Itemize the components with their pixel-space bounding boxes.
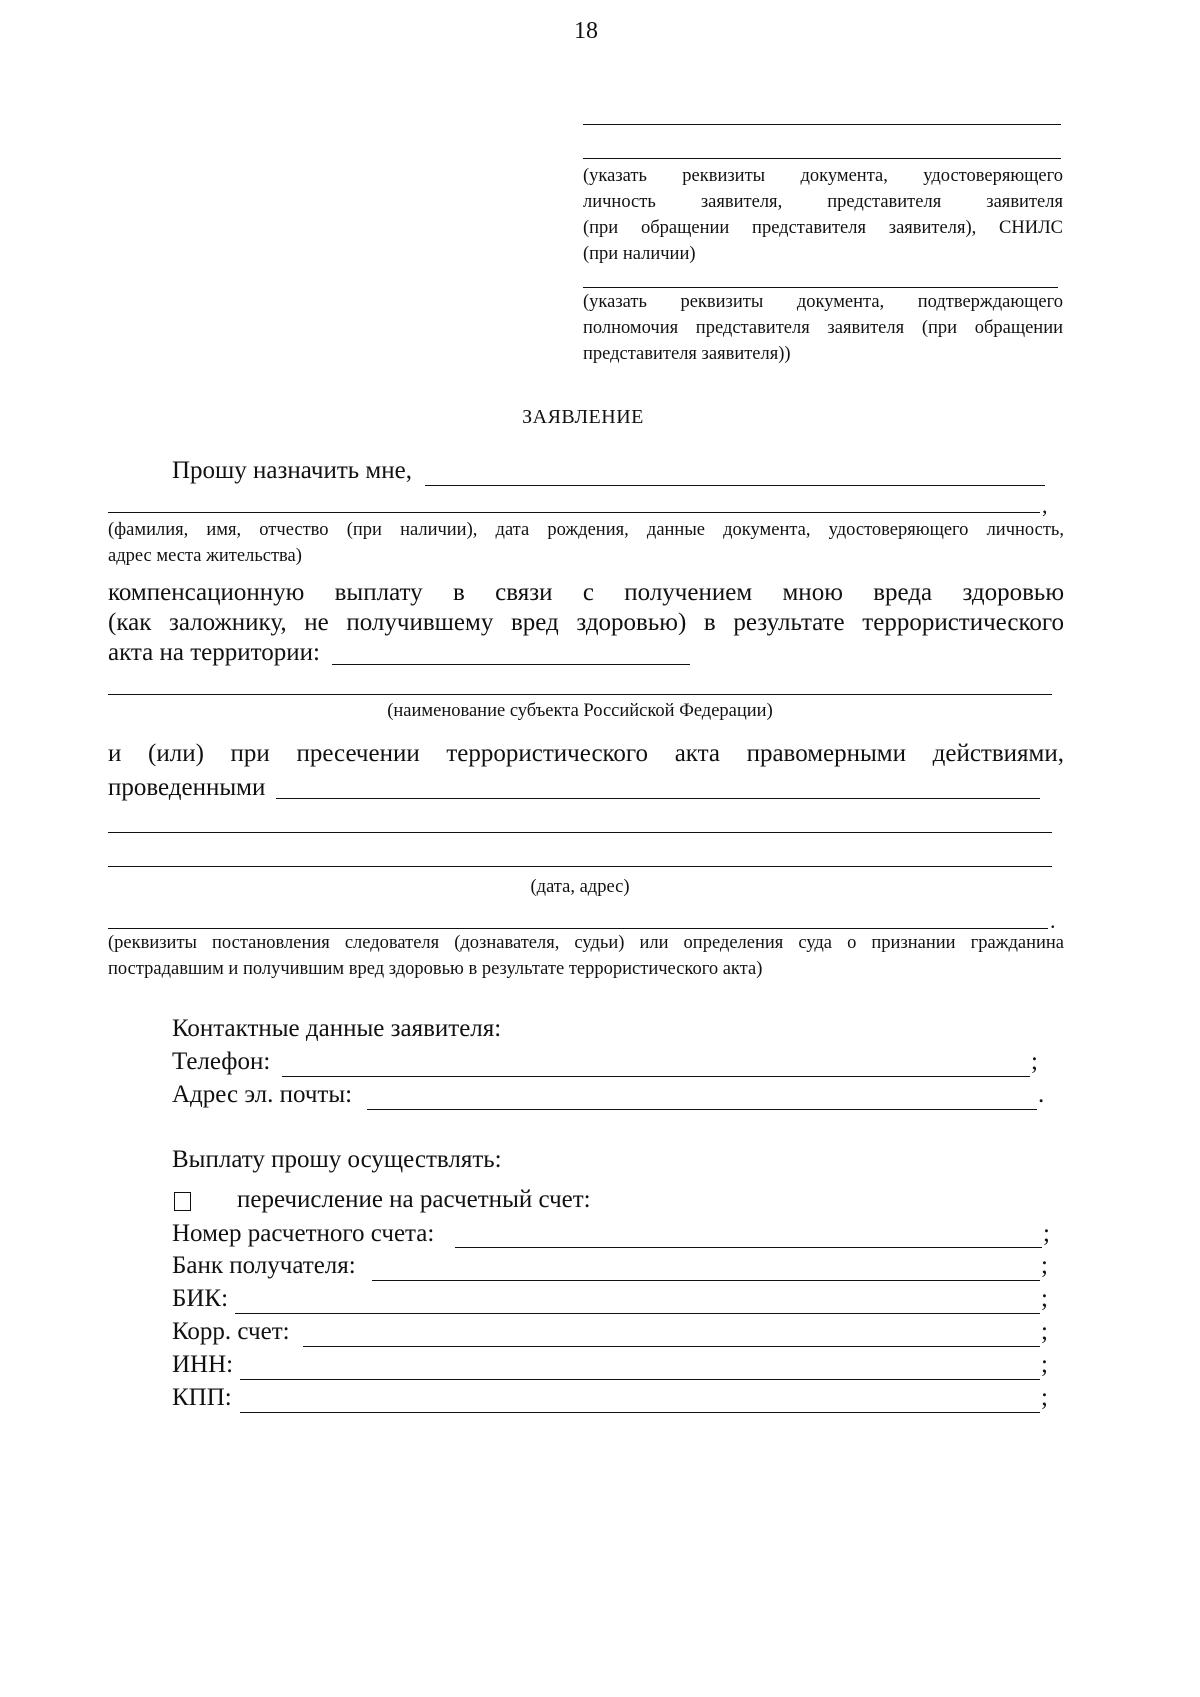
phone-semicolon: ; (1031, 1048, 1038, 1075)
bik-label: БИК: (172, 1285, 229, 1312)
bank-name-end: ; (1041, 1252, 1048, 1279)
applicant-name-line[interactable] (583, 124, 1061, 125)
region-line[interactable] (108, 694, 1052, 695)
email-period: . (1038, 1081, 1045, 1108)
resolution-line[interactable] (108, 928, 1048, 929)
bank-transfer-label: перечисление на расчетный счет: (237, 1186, 591, 1213)
suppression-text: и (или) при пресечении террористического акта правомерными действиями, проведенными (108, 740, 1064, 801)
page-number: 18 (574, 18, 598, 44)
person-hint: (фамилия, имя, отчество (при наличии), дата рождения, данные документа, удостоверяющего личность, адрес места жительства) (108, 520, 1064, 566)
kpp-label: КПП: (172, 1384, 232, 1411)
email-label: Адрес эл. почты: (172, 1081, 353, 1108)
resolution-hint: (реквизиты постановления следователя (дознавателя, судьи) или определения суда о признании гражданина пострадавшим и получившим вред здоровью в результате террористического акта) (108, 933, 1064, 979)
conducted-line-3[interactable] (108, 866, 1052, 867)
corr-account-field[interactable] (303, 1346, 1040, 1347)
request-lead: Прошу назначить мне, (172, 457, 412, 484)
account-number-field[interactable] (455, 1247, 1042, 1248)
applicant-doc-hint: (указать реквизиты документа, удостоверяющего личность заявителя, представителя заявителя (при обращении представителя заявителя), СНИЛС (при наличии) (583, 166, 1063, 264)
conducted-by-line[interactable] (276, 798, 1040, 799)
conducted-line-2[interactable] (108, 832, 1052, 833)
applicant-doc-line[interactable] (583, 158, 1061, 159)
account-number-end: ; (1043, 1220, 1050, 1247)
kpp-field[interactable] (240, 1412, 1040, 1413)
territory-line[interactable] (332, 664, 690, 665)
bik-end: ; (1041, 1285, 1048, 1312)
kpp-end: ; (1041, 1384, 1048, 1411)
authority-doc-hint: (указать реквизиты документа, подтверждающего полномочия представителя заявителя (при обращении представителя заявителя)) (583, 292, 1063, 364)
bank-transfer-checkbox[interactable] (174, 1192, 191, 1211)
request-person-line[interactable] (108, 512, 1040, 513)
corr-account-label: Корр. счет: (172, 1318, 290, 1345)
document-title: ЗАЯВЛЕНИЕ (522, 406, 644, 428)
bik-field[interactable] (235, 1313, 1040, 1314)
payment-heading: Выплату прошу осуществлять: (172, 1146, 502, 1173)
request-name-line[interactable] (425, 485, 1045, 486)
corr-account-end: ; (1041, 1318, 1048, 1345)
account-number-label: Номер расчетного счета: (172, 1220, 435, 1247)
inn-label: ИНН: (172, 1351, 234, 1378)
contacts-heading: Контактные данные заявителя: (172, 1015, 502, 1042)
bank-name-label: Банк получателя: (172, 1252, 356, 1279)
resolution-period: . (1050, 908, 1056, 933)
email-field[interactable] (367, 1109, 1037, 1110)
date-address-hint: (дата, адрес) (530, 877, 630, 897)
authority-doc-line[interactable] (583, 287, 1058, 288)
region-hint: (наименование субъекта Российской Федерации) (387, 701, 773, 721)
inn-end: ; (1041, 1351, 1048, 1378)
request-body: компенсационную выплату в связи с получением мною вреда здоровью (как заложнику, не получившему вред здоровью) в результате террористического акта на территории: (108, 579, 1064, 666)
request-comma: , (1042, 493, 1048, 518)
phone-label: Телефон: (172, 1048, 271, 1075)
phone-field[interactable] (282, 1076, 1030, 1077)
inn-field[interactable] (240, 1379, 1040, 1380)
bank-name-field[interactable] (372, 1280, 1040, 1281)
